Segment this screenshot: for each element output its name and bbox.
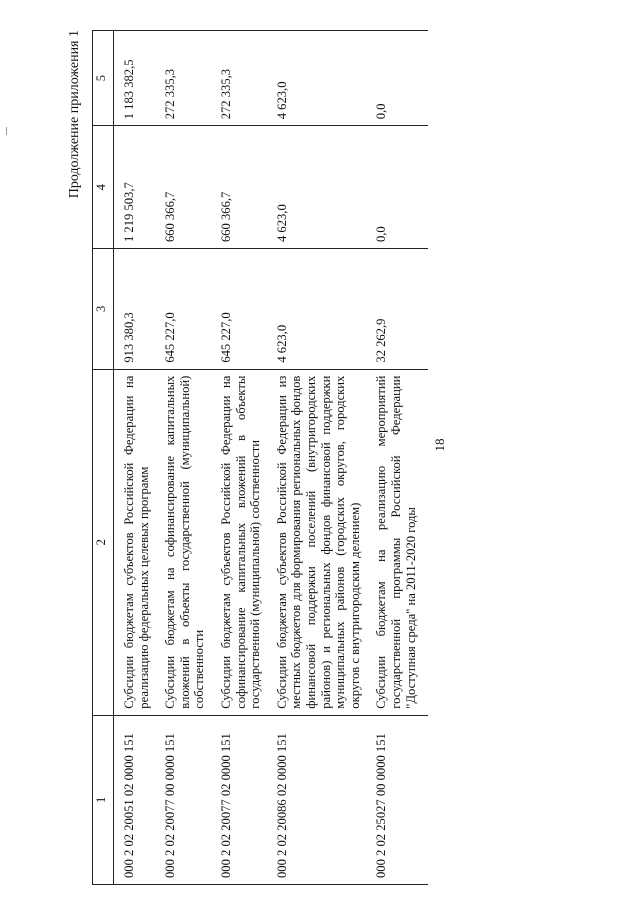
budget-code-cell: 000 2 02 20077 02 0000 151 [217, 715, 273, 884]
description-cell: Субсидии бюджетам субъектов Российской Федерации на софинансирование капитальных вложений в объекты государственной (муниципальной) собственности [217, 369, 273, 715]
budget-code-cell: 000 2 02 20051 02 0000 151 [114, 715, 162, 884]
budget-table [92, 30, 428, 885]
description-cell: Субсидии бюджетам на софинансирование капитальных вложений в объекты государственной (муниципальной) собственности [161, 369, 217, 715]
appendix-continuation-label: Продолжение приложения 1 [67, 30, 82, 199]
value-col-3-cell: 645 227,0 [161, 249, 217, 370]
page-number: 18 [432, 438, 447, 452]
value-col-5-cell: 0,0 [372, 31, 428, 126]
table-header-row [93, 31, 114, 885]
budget-code-cell: 000 2 02 20077 00 0000 151 [161, 715, 217, 884]
value-col-4-cell: 660 366,7 [217, 126, 273, 249]
value-col-5-cell: 272 335,3 [161, 31, 217, 126]
value-col-5-cell: 4 623,0 [273, 31, 373, 126]
value-col-3-cell: 645 227,0 [217, 249, 273, 370]
value-col-4-cell: 0,0 [372, 126, 428, 249]
value-col-4-cell: 4 623,0 [273, 126, 373, 249]
value-col-4-cell: 1 219 503,7 [114, 126, 162, 249]
column-header-4: 4 [93, 126, 114, 249]
description-cell: Субсидии бюджетам субъектов Российской Федерации из местных бюджетов для формирования региональных фондов финансовой поддержки поселений (внутригородских районов) и региональных фондов финансовой поддержки муниципальных районов (городских округов, городских округов с внутригородским делением) [273, 369, 373, 715]
column-header-2: 2 [93, 369, 114, 715]
table-row [217, 31, 273, 885]
column-header-1: 1 [93, 715, 114, 884]
column-header-3: 3 [93, 249, 114, 370]
column-header-5: 5 [93, 31, 114, 126]
value-col-5-cell: 272 335,3 [217, 31, 273, 126]
value-col-3-cell: 32 262,9 [372, 249, 428, 370]
value-col-5-cell: 1 183 382,5 [114, 31, 162, 126]
value-col-3-cell: 4 623,0 [273, 249, 373, 370]
value-col-4-cell: 660 366,7 [161, 126, 217, 249]
table-row [114, 31, 162, 885]
budget-code-cell: 000 2 02 20086 02 0000 151 [273, 715, 373, 884]
scan-mark [6, 127, 7, 135]
description-cell: Субсидии бюджетам на реализацию мероприятий государственной программы Российской Федерации "Доступная среда" на 2011-2020 годы [372, 369, 428, 715]
table-row [161, 31, 217, 885]
table-row [273, 31, 373, 885]
value-col-3-cell: 913 380,3 [114, 249, 162, 370]
table-row [372, 31, 428, 885]
description-cell: Субсидии бюджетам субъектов Российской Федерации на реализацию федеральных целевых программ [114, 369, 162, 715]
budget-code-cell: 000 2 02 25027 00 0000 151 [372, 715, 428, 884]
